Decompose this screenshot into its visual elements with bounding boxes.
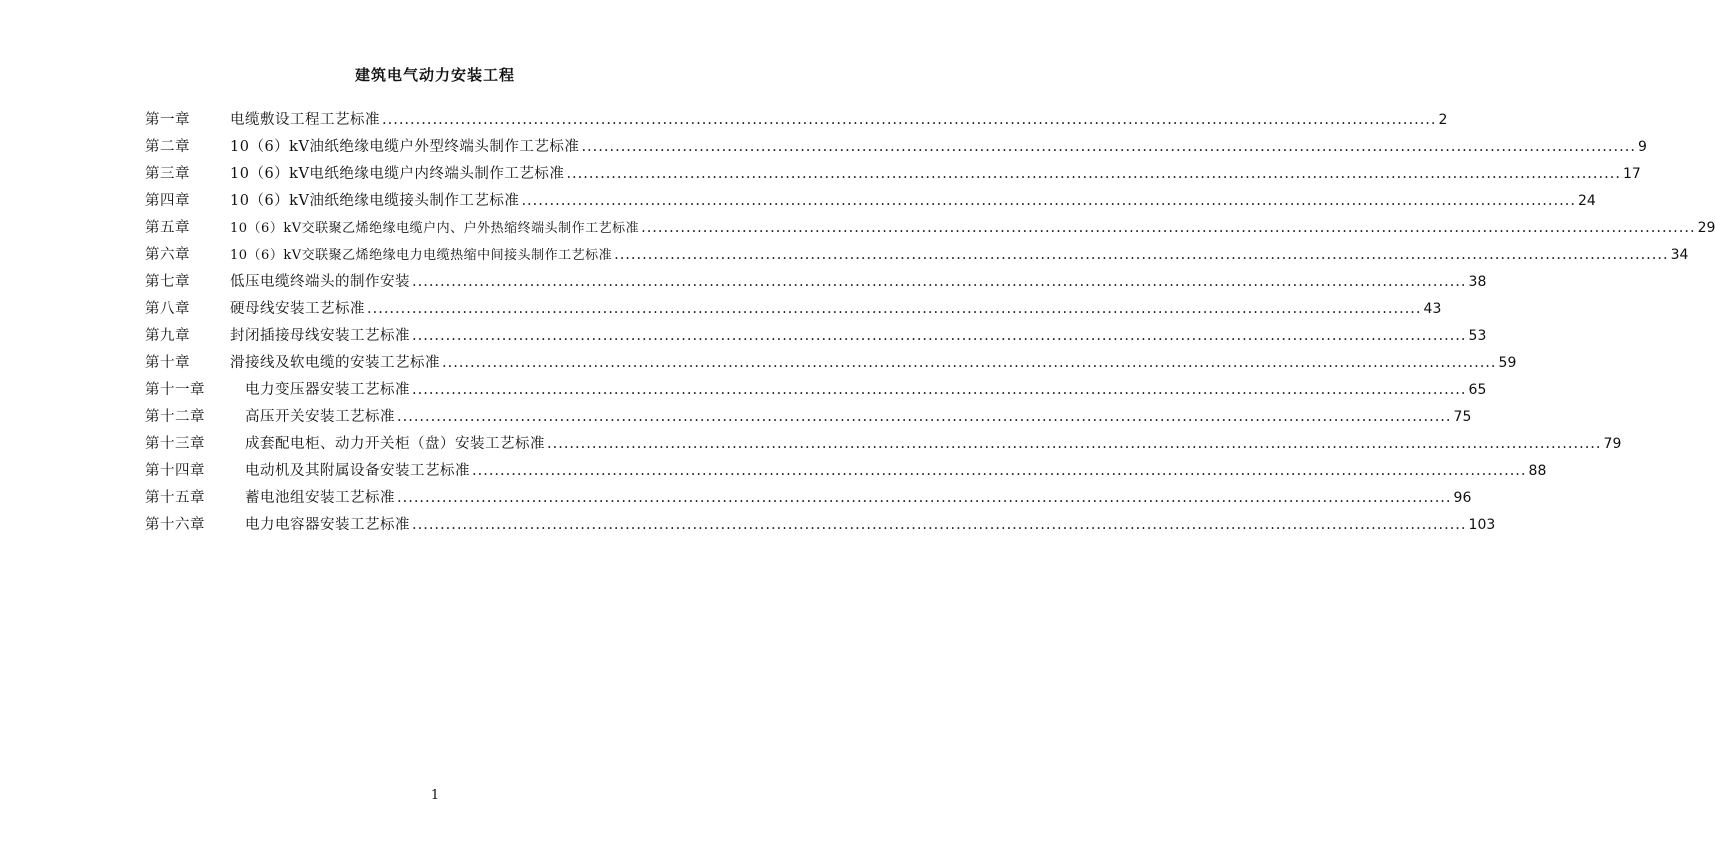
toc-page-number: 24 [1577,193,1596,209]
toc-page-number: 53 [1468,328,1487,344]
toc-chapter-label: 第四章 [145,193,190,209]
toc-dot-leader [641,220,1696,236]
toc-entry[interactable] [145,297,1442,324]
toc-dot-leader [397,409,1452,425]
toc-chapter-title: 电动机及其附属设备安装工艺标准 [245,463,470,479]
toc-chapter-title: 硬母线安装工艺标准 [230,301,365,317]
toc-entry[interactable] [145,405,1472,432]
toc-chapter-label: 第二章 [145,139,190,155]
toc-dot-leader [547,436,1602,452]
toc-chapter-title: 10（6）kV油纸绝缘电缆户外型终端头制作工艺标准 [230,139,580,155]
toc-dot-leader [412,328,1467,344]
toc-page-number: 2 [1438,112,1448,128]
toc-chapter-title: 电缆敷设工程工艺标准 [230,112,380,128]
toc-chapter-title: 低压电缆终端头的制作安装 [230,274,410,290]
toc-chapter-label: 第九章 [145,328,190,344]
toc-entry[interactable] [145,513,1496,540]
toc-chapter-title: 10（6）kV油纸绝缘电缆接头制作工艺标准 [230,193,520,209]
toc-dot-leader [367,301,1422,317]
toc-chapter-label: 第一章 [145,112,190,128]
toc-page-number: 9 [1637,139,1647,155]
toc-dot-leader [566,166,1621,182]
toc-chapter-title: 高压开关安装工艺标准 [245,409,395,425]
toc-dot-leader [412,517,1467,533]
toc-chapter-title: 滑接线及软电缆的安装工艺标准 [230,355,440,371]
toc-entry[interactable] [145,270,1487,297]
toc-chapter-title: 封闭插接母线安装工艺标准 [230,328,410,344]
toc-chapter-title: 成套配电柜、动力开关柜（盘）安装工艺标准 [245,436,545,452]
toc-dot-leader [472,463,1527,479]
toc-entry[interactable] [145,243,1689,270]
toc-dot-leader [412,274,1467,290]
toc-entry[interactable] [145,486,1472,513]
toc-chapter-label: 第七章 [145,274,190,290]
toc-page-number: 88 [1528,463,1547,479]
toc-chapter-label: 第十二章 [145,409,205,425]
toc-entry[interactable] [145,162,1641,189]
toc-entry[interactable] [145,432,1622,459]
toc-chapter-label: 第六章 [145,247,190,263]
toc-page-number: 103 [1468,517,1496,533]
toc-chapter-label: 第八章 [145,301,190,317]
toc-chapter-title: 10（6）kV电纸绝缘电缆户内终端头制作工艺标准 [230,166,565,182]
document-title: 建筑电气动力安装工程 [354,66,515,84]
toc-chapter-label: 第十四章 [145,463,205,479]
toc-chapter-label: 第三章 [145,166,190,182]
toc-entry[interactable] [145,135,1647,162]
toc-chapter-title: 10（6）kV交联聚乙烯绝缘电缆户内、户外热缩终端头制作工艺标准 [230,221,640,236]
toc-dot-leader [614,247,1669,263]
page-number: 1 [430,788,440,803]
toc-chapter-label: 第十一章 [145,382,205,398]
toc-chapter-label: 第十五章 [145,490,205,506]
toc-page-number: 29 [1697,220,1715,236]
toc-entry[interactable] [145,189,1596,216]
table-of-contents [145,108,1715,540]
toc-page-number: 43 [1423,301,1442,317]
toc-page-number: 79 [1603,436,1622,452]
toc-chapter-title: 电力变压器安装工艺标准 [245,382,410,398]
toc-page-number: 59 [1498,355,1517,371]
toc-entry[interactable] [145,108,1448,135]
toc-dot-leader [442,355,1497,371]
toc-dot-leader [397,490,1452,506]
toc-dot-leader [412,382,1467,398]
toc-page-number: 65 [1468,382,1487,398]
toc-chapter-title: 蓄电池组安装工艺标准 [245,490,395,506]
toc-chapter-title: 电力电容器安装工艺标准 [245,517,410,533]
toc-page-number: 75 [1453,409,1472,425]
toc-entry[interactable] [145,459,1547,486]
toc-chapter-label: 第十六章 [145,517,205,533]
toc-page-number: 38 [1468,274,1487,290]
toc-chapter-label: 第十三章 [145,436,205,452]
toc-dot-leader [382,112,1437,128]
toc-chapter-label: 第五章 [145,220,190,236]
toc-dot-leader [581,139,1636,155]
toc-dot-leader [521,193,1576,209]
toc-chapter-label: 第十章 [145,355,190,371]
toc-page-number: 17 [1622,166,1641,182]
toc-page-number: 34 [1670,247,1689,263]
toc-entry[interactable] [145,216,1715,243]
toc-entry[interactable] [145,351,1517,378]
toc-entry[interactable] [145,378,1487,405]
toc-page-number: 96 [1453,490,1472,506]
toc-entry[interactable] [145,324,1487,351]
toc-chapter-title: 10（6）kV交联聚乙烯绝缘电力电缆热缩中间接头制作工艺标准 [230,248,613,263]
